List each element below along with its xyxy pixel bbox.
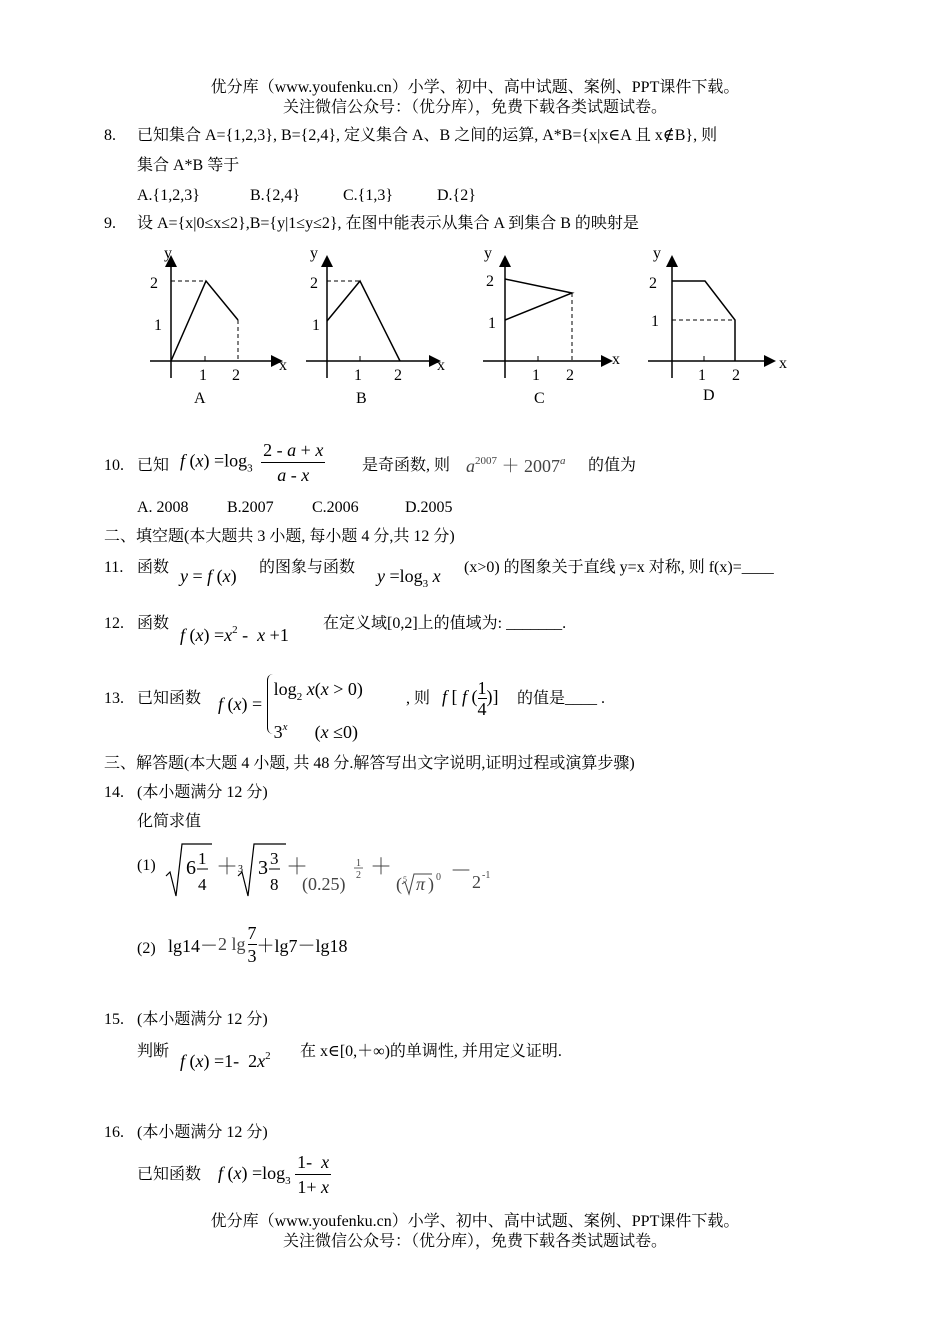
graph-d-curve — [672, 281, 735, 361]
svg-text:＋: ＋ — [216, 854, 239, 879]
svg-text:2: 2 — [472, 872, 481, 892]
svg-text:(: ( — [396, 874, 402, 894]
tick-x-1: 1 — [199, 367, 207, 384]
q10-mid: 是奇函数, 则 — [362, 457, 451, 474]
q16-formula: f $(x) =\log_3$ $\frac{1- x}{1+ x}$ — [218, 1152, 330, 1197]
q13-pre: 已知函数 — [137, 690, 202, 707]
tick-x-2: 2 — [232, 367, 240, 384]
q15-post: 在 x∈[0,＋∞)的单调性, 并用定义证明. — [300, 1043, 562, 1060]
q10-option-b: B.2007 — [227, 499, 274, 516]
q12-formula: f $(x) =x^2 - x +1$ — [180, 624, 289, 645]
x-axis-label: x — [437, 357, 445, 374]
q8-option-d: D.{2} — [437, 187, 476, 204]
svg-text:): ) — [428, 874, 434, 894]
q12-post: 在定义域[0,2]上的值域为: _______. — [323, 615, 567, 632]
q14-subtitle: 化简求值 — [137, 813, 202, 830]
svg-text:3: 3 — [258, 857, 268, 879]
graph-c-curve — [505, 279, 572, 320]
q15-number: 15. — [104, 1011, 124, 1028]
tick-x-1: 1 — [698, 367, 706, 384]
x-axis-label: x — [612, 351, 620, 368]
svg-text:＋: ＋ — [370, 854, 393, 879]
tick-y-1: 1 — [154, 317, 162, 334]
q8-option-a: A.{1,2,3} — [137, 187, 200, 204]
svg-text:1: 1 — [198, 849, 207, 868]
q16-title: (本小题满分 12 分) — [137, 1124, 268, 1141]
q10-option-a: A. 2008 — [137, 499, 189, 516]
q10-number: 10. — [104, 457, 124, 474]
header-line-2: 关注微信公众号：（优分库），免费下载各类试题试卷。 — [282, 99, 667, 116]
q14-number: 14. — [104, 784, 124, 801]
q15-formula: f (x) =1- $2x^2$ — [180, 1050, 271, 1071]
footer-line-1: 优分库（www.youfenku.cn）小学、初中、高中试题、案例、PPT课件下载。 — [210, 1213, 740, 1230]
tick-y-2: 2 — [486, 273, 494, 290]
q10-formula: f $(x) =\log_3$ $\frac{2 - a + x}{a - x}$ — [180, 440, 324, 485]
graph-d — [643, 240, 803, 410]
q14-part-2-label: (2) — [137, 940, 156, 957]
tick-y-1: 1 — [312, 317, 320, 334]
section-2-title: 二、填空题(本大题共 3 小题, 每小题 4 分,共 12 分) — [104, 528, 455, 545]
svg-text:-1: -1 — [482, 870, 491, 881]
svg-text:4: 4 — [198, 875, 207, 894]
header-line-1: 优分库（www.youfenku.cn）小学、初中、高中试题、案例、PPT课件下载。 — [210, 79, 740, 96]
graph-a-label: A — [194, 390, 206, 407]
q10-option-c: C.2006 — [312, 499, 359, 516]
svg-text:2: 2 — [356, 870, 361, 881]
q13-post: 的值是____ . — [517, 690, 606, 707]
tick-y-1: 1 — [651, 313, 659, 330]
tick-x-2: 2 — [566, 367, 574, 384]
graph-b — [300, 240, 460, 410]
tick-y-2: 2 — [649, 275, 657, 292]
q15-pre: 判断 — [137, 1043, 170, 1060]
q9-text: 设 A={x|0≤x≤2},B={y|1≤y≤2}, 在图中能表示从集合 A 到集合 B 的映射是 — [137, 215, 639, 232]
q16-pre: 已知函数 — [137, 1166, 202, 1183]
graph-a — [140, 240, 300, 410]
y-axis-label: y — [164, 245, 172, 262]
graph-c — [478, 240, 638, 410]
q14-part-1-formula — [164, 838, 504, 902]
q13-expression: f [ f ( $\frac{1}{4}$ )] — [442, 678, 499, 719]
x-axis-label: x — [279, 357, 287, 374]
svg-text:0: 0 — [436, 872, 441, 883]
svg-text:1: 1 — [356, 858, 361, 869]
y-axis-label: y — [484, 245, 492, 262]
graph-d-label: D — [703, 387, 715, 404]
svg-text:π: π — [416, 874, 426, 894]
notin-symbol: ∉ — [662, 127, 675, 144]
svg-text:5: 5 — [403, 875, 407, 884]
x-axis-label: x — [779, 355, 787, 372]
section-3-title: 三、解答题(本大题 4 小题, 共 48 分.解答写出文字说明,证明过程或演算步骤) — [104, 755, 635, 772]
q9-number: 9. — [104, 215, 116, 232]
q14-part-2-formula: lg14－2 lg $\frac{7}{3}$ ＋lg7－lg18 — [168, 923, 348, 966]
q8-text: 已知集合 A={1,2,3}, B={2,4}, 定义集合 A、B 之间的运算, A*B={x|x∈A 且 x∉B}, 则 — [137, 127, 718, 144]
q14-part-1-label: (1) — [137, 857, 156, 874]
tick-x-2: 2 — [394, 367, 402, 384]
svg-text:6: 6 — [186, 857, 196, 879]
q11-number: 11. — [104, 559, 124, 576]
tick-x-1: 1 — [354, 367, 362, 384]
q10-option-d: D.2005 — [405, 499, 453, 516]
q10-expression: $a^{2007} + 2007^a$ — [466, 455, 566, 476]
svg-text:＋: ＋ — [286, 854, 309, 879]
q8-option-b: B.{2,4} — [250, 187, 301, 204]
q12-pre: 函数 — [137, 615, 170, 632]
tick-x-2: 2 — [732, 367, 740, 384]
graph-a-curve — [171, 281, 238, 361]
q16-number: 16. — [104, 1124, 124, 1141]
q10-pre: 已知 — [137, 457, 170, 474]
y-axis-label: y — [310, 245, 318, 262]
svg-text:3: 3 — [238, 864, 243, 875]
svg-text:－: － — [450, 858, 473, 883]
q12-number: 12. — [104, 615, 124, 632]
svg-text:8: 8 — [270, 875, 279, 894]
svg-text:(0.25): (0.25) — [302, 874, 346, 894]
svg-text:3: 3 — [270, 849, 279, 868]
q11-pre: 函数 — [137, 559, 170, 576]
q8-number: 8. — [104, 127, 116, 144]
graph-c-label: C — [534, 390, 545, 407]
q11-post: (x>0) 的图象关于直线 y=x 对称, 则 f(x)=____ — [464, 559, 774, 576]
tick-y-2: 2 — [150, 275, 158, 292]
tick-y-2: 2 — [310, 275, 318, 292]
q8-option-c: C.{1,3} — [343, 187, 394, 204]
q13-formula: f (x) = $\log_2 x(x > 0)$ 3$^x$ (x ≤0) — [218, 674, 363, 734]
q11-formula-1: y = f (x) — [180, 566, 237, 586]
q13-mid: , 则 — [406, 690, 431, 707]
q11-mid: 的图象与函数 — [259, 559, 356, 576]
q14-title: (本小题满分 12 分) — [137, 784, 268, 801]
q13-number: 13. — [104, 690, 124, 707]
q8-text-2: 集合 A*B 等于 — [137, 157, 240, 174]
graph-b-label: B — [356, 390, 367, 407]
q15-title: (本小题满分 12 分) — [137, 1011, 268, 1028]
q11-formula-2: $y =\log_3$ x — [377, 566, 441, 590]
graph-b-curve — [327, 281, 400, 361]
tick-y-1: 1 — [488, 315, 496, 332]
footer-line-2: 关注微信公众号：（优分库），免费下载各类试题试卷。 — [282, 1233, 667, 1250]
tick-x-1: 1 — [532, 367, 540, 384]
q10-post: 的值为 — [588, 457, 637, 474]
y-axis-label: y — [653, 245, 661, 262]
